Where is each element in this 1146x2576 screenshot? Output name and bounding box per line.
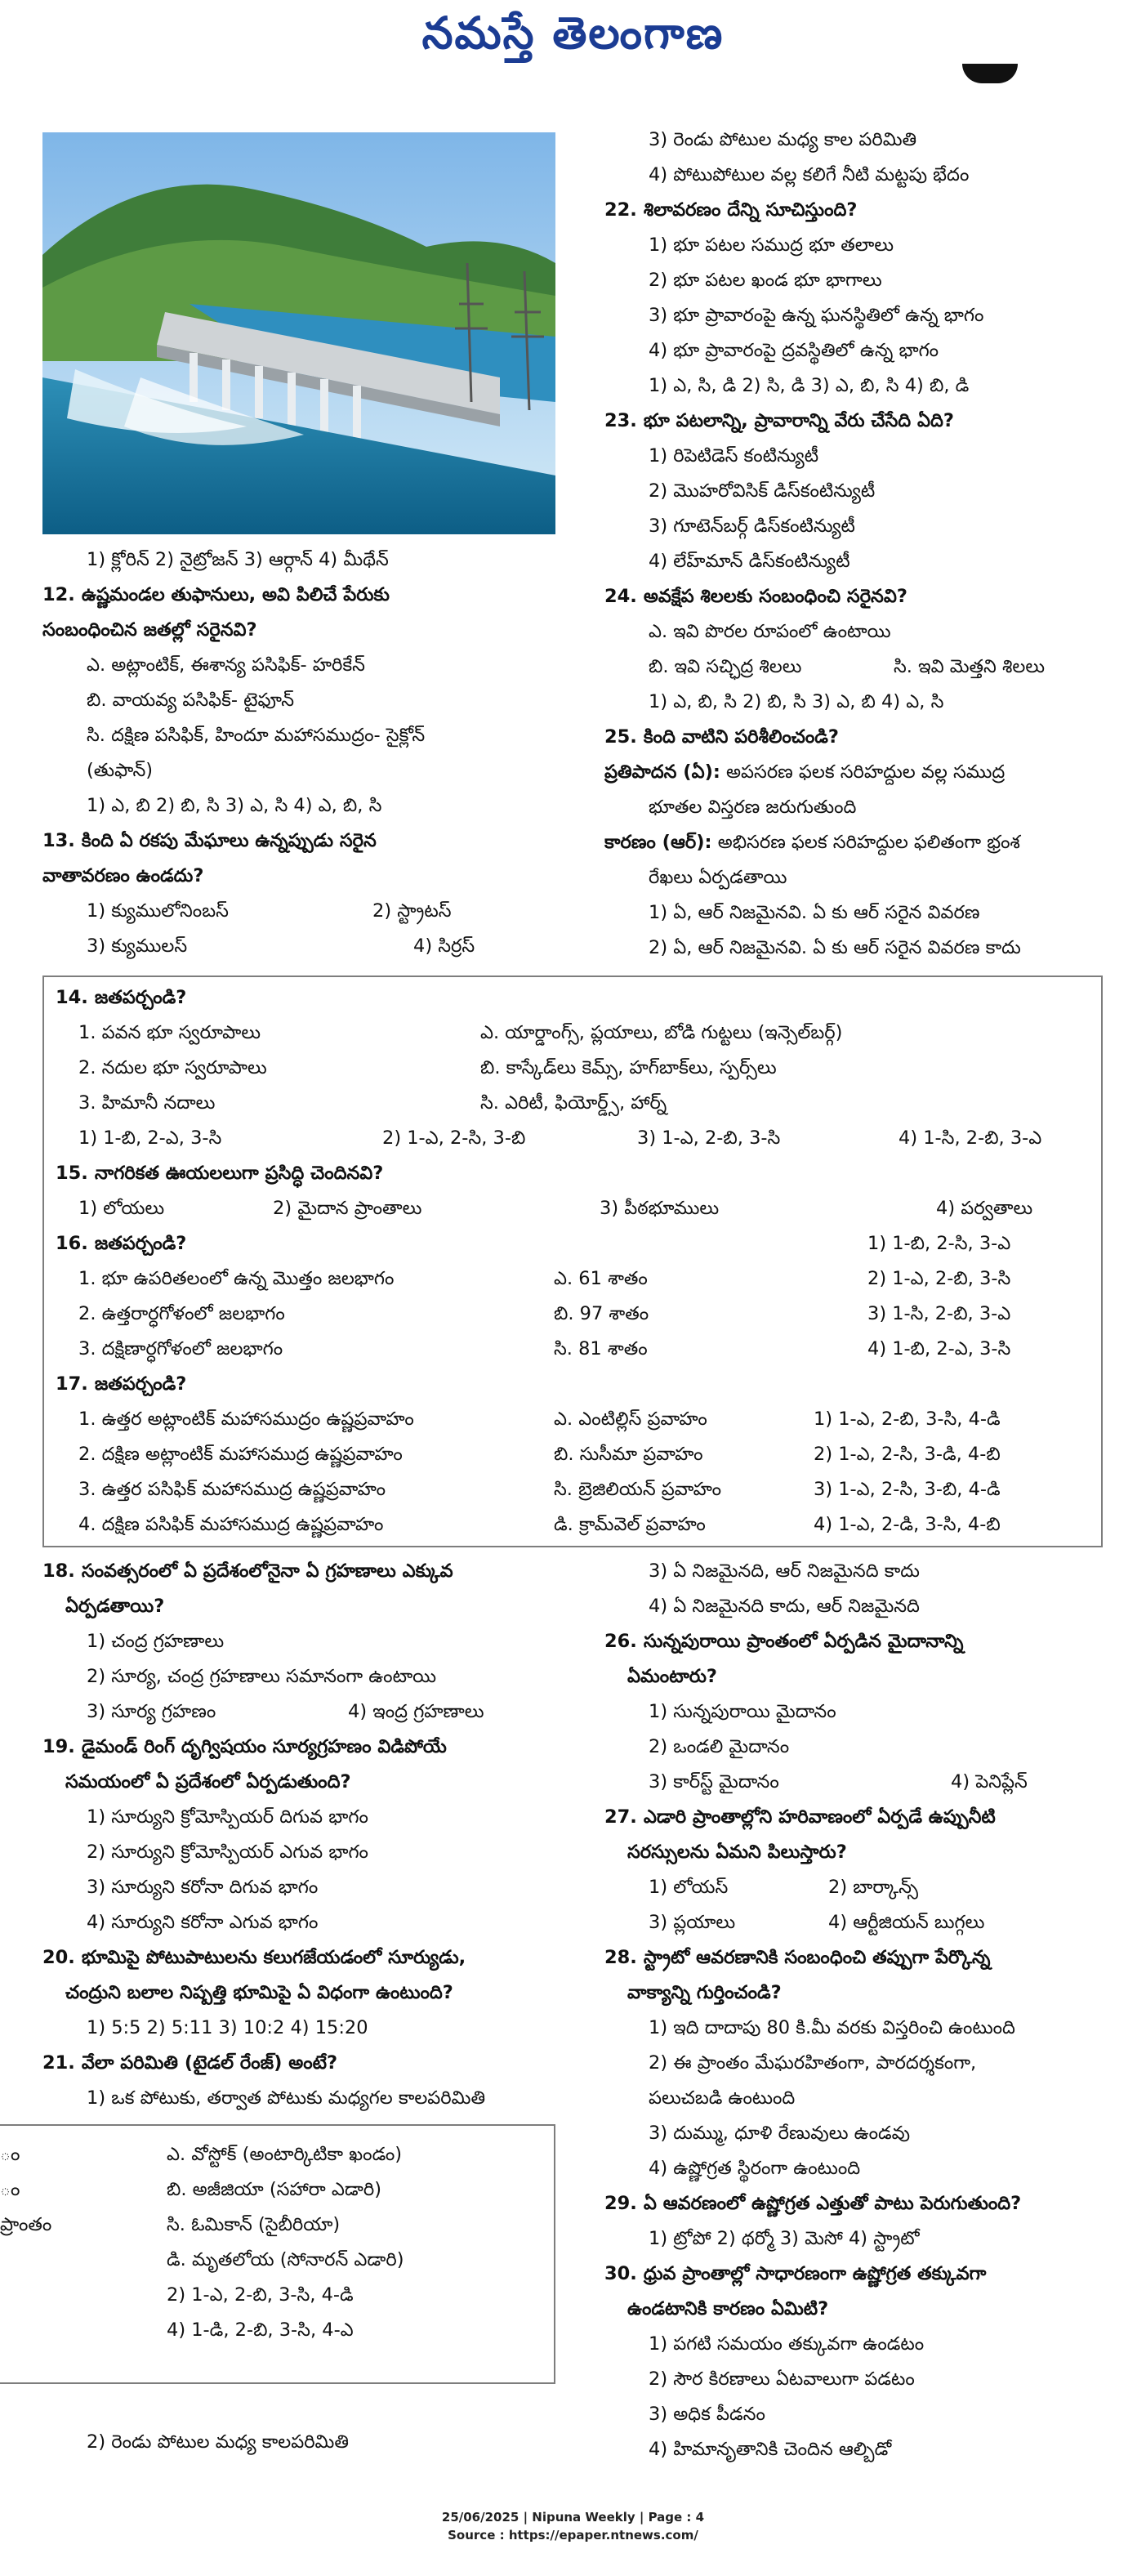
- q26-number: 26.: [604, 1631, 637, 1652]
- q30-text-2: ఉండటానికి కారణం ఏమిటి?: [627, 2298, 829, 2319]
- box2-option-4: 4) 1-డి, 2-బి, 3-సి, 4-ఎ: [167, 2319, 354, 2341]
- q28-option-2: 2) ఈ ప్రాంతం మేఘరహితంగా, పారదర్శకంగా,: [649, 2052, 977, 2074]
- q23-option-3: 3) గూటెన్‌బర్గ్ డిస్‌కంటిన్యుటీ: [649, 516, 855, 537]
- q16-left-2: 2. ఉత్తరార్ధగోళంలో జలభాగం: [78, 1303, 285, 1324]
- page-footer: [0, 2508, 1146, 2544]
- q13-option-4: 4) సిర్రస్: [413, 935, 475, 957]
- q12-text-1: ఉష్ణమండల తుఫానులు, అవి పిలిచే పేరుకు: [81, 584, 390, 605]
- q14-pair-1: [56, 1016, 1093, 1051]
- q25-question: [604, 720, 1111, 755]
- q27-options-row-2: [604, 1905, 1111, 1940]
- q14-option-4: 4) 1-సి, 2-బి, 3-ఎ: [899, 1127, 1042, 1149]
- q17-left-1: 1. ఉత్తర అట్లాంటిక్ మహాసముద్రం ఉష్ణప్రవాహం: [78, 1409, 414, 1430]
- right-column-top: [604, 123, 1111, 966]
- q16-question: [56, 1226, 867, 1261]
- q13-number: 13.: [42, 830, 75, 851]
- q16-mid-2: బి. 97 శాతం: [554, 1303, 649, 1324]
- q23-text: భూ పటలాన్ని, ప్రావారాన్ని వేరు చేసేది ఏది?: [643, 410, 954, 431]
- q30-option-3: 3) అధిక పీడనం: [649, 2404, 765, 2425]
- q24-items-bc: [604, 650, 1111, 685]
- q25-reason: [604, 825, 1111, 860]
- q28-text-2: వాక్యాన్ని గుర్తించండి?: [627, 1982, 782, 2003]
- q23-option-4: 4) లేహ్‌మాన్ డిస్‌కంటిన్యుటీ: [649, 551, 850, 572]
- q17-question: [56, 1367, 1093, 1402]
- box2-item-a: ఎ. వోస్టోక్ (అంటార్కిటికా ఖండం): [167, 2144, 403, 2165]
- q14-left-1: 1. పవన భూ స్వరూపాలు: [78, 1022, 261, 1043]
- q12-item-a: ఎ. అట్లాంటిక్, ఈశాన్య పసిఫిక్- హరికేన్: [87, 654, 365, 676]
- q16-row-2: [56, 1297, 1093, 1332]
- q29-options: 1) ట్రోపో 2) థర్మో 3) మెసో 4) స్ట్రాటో: [649, 2228, 920, 2249]
- q17-option-2: 2) 1-ఎ, 2-సి, 3-డి, 4-బి: [814, 1444, 1001, 1465]
- q18-question: [42, 1554, 598, 1589]
- q26-option-2: 2) ఒండలి మైదానం: [649, 1736, 790, 1757]
- q13-option-3: 3) క్యుములస్: [87, 935, 188, 957]
- q14-pair-2: [56, 1051, 1093, 1086]
- q18-option-4: 4) ఇంద్ర గ్రహణాలు: [348, 1701, 484, 1722]
- q14-pair-3: [56, 1086, 1093, 1121]
- q16-number: 16.: [56, 1233, 88, 1254]
- q14-left-2: 2. నదుల భూ స్వరూపాలు: [78, 1057, 267, 1078]
- q27-question: [604, 1800, 1111, 1835]
- q21-option-2: 2) రెండు పోటుల మధ్య కాలపరిమితి: [87, 2431, 349, 2453]
- q17-number: 17.: [56, 1373, 88, 1395]
- dam-photo: [42, 132, 555, 534]
- q21-option-1: 1) ఒక పోటుకు, తర్వాత పోటుకు మధ్యగల కాలపరిమితి: [87, 2087, 486, 2109]
- q16-row-3: [56, 1332, 1093, 1367]
- q19-option-1: 1) సూర్యుని క్రోమోస్పియర్ దిగువ భాగం: [87, 1806, 368, 1828]
- q15-text: నాగరికత ఊయలలుగా ప్రసిద్ధి చెందినవి?: [94, 1163, 384, 1184]
- q17-mid-1: ఎ. ఎంటిల్లిస్ ప్రవాహం: [554, 1409, 707, 1430]
- left-column-top: [42, 542, 598, 964]
- q25-reason-text-2: రేఖలు ఏర్పడతాయి: [649, 867, 787, 888]
- q22-item-3: 3) భూ ప్రావారంపై ఉన్న ఘనస్థితిలో ఉన్న భాగం: [649, 305, 984, 326]
- q26-text-1: సున్నపురాయి ప్రాంతంలో ఏర్పడిన మైదానాన్ని: [643, 1631, 964, 1652]
- q16-left-3: 3. దక్షిణార్ధగోళంలో జలభాగం: [78, 1338, 283, 1359]
- stub-3: ప్రాంతం: [0, 2214, 52, 2235]
- matching-box: [42, 975, 1103, 1547]
- q16-option-3: 3) 1-సి, 2-బి, 3-ఎ: [867, 1303, 1011, 1324]
- q25-number: 25.: [604, 726, 637, 748]
- q22-item-4: 4) భూ ప్రావారంపై ద్రవస్థితిలో ఉన్న భాగం: [649, 340, 939, 361]
- q16-option-2: 2) 1-ఎ, 2-బి, 3-సి: [867, 1268, 1011, 1289]
- q19-question: [42, 1730, 598, 1765]
- q16-mid-3: సి. 81 శాతం: [554, 1338, 648, 1359]
- q19-text-2: సమయంలో ఏ ప్రదేశంలో ఏర్పడుతుంది?: [65, 1771, 351, 1792]
- q14-right-3: సి. ఎరిటీ, ఫియోర్డ్స్, హార్న్: [480, 1092, 667, 1114]
- q15-question: [56, 1156, 1093, 1191]
- partial-box-left-stubs: [0, 2137, 51, 2243]
- q13-text-2: వాతావరణం ఉండదు?: [42, 865, 204, 886]
- q17-mid-3: సి. బ్రెజిలియన్ ప్రవాహం: [554, 1479, 722, 1500]
- partial-box-items: [167, 2137, 404, 2348]
- q15-options: [56, 1191, 1093, 1226]
- q14-options: [56, 1121, 1093, 1156]
- q30-option-1: 1) పగటి సమయం తక్కువగా ఉండటం: [649, 2333, 925, 2355]
- q14-left-3: 3. హిమానీ నదాలు: [78, 1092, 216, 1114]
- q15-option-3: 3) పీఠభూములు: [600, 1198, 720, 1219]
- q18-option-3: 3) సూర్య గ్రహణం: [87, 1701, 216, 1722]
- q16-left-1: 1. భూ ఉపరితలంలో ఉన్న మొత్తం జలభాగం: [78, 1268, 395, 1289]
- q18-option-2: 2) సూర్య, చంద్ర గ్రహణాలు సమానంగా ఉంటాయి: [87, 1666, 437, 1687]
- q23-number: 23.: [604, 410, 637, 431]
- q17-row-2: [56, 1437, 1093, 1472]
- q15-number: 15.: [56, 1163, 88, 1184]
- q13-options-row-1: [42, 894, 598, 929]
- q12-number: 12.: [42, 584, 75, 605]
- q14-question: [56, 980, 1093, 1016]
- q26-option-3: 3) కార్‌స్ట్ మైదానం: [649, 1771, 779, 1792]
- q19-option-4: 4) సూర్యుని కరోనా ఎగువ భాగం: [87, 1912, 319, 1933]
- q13-options-row-2: [42, 929, 598, 964]
- q18-text-2: ఏర్పడతాయి?: [65, 1596, 165, 1617]
- q26-question: [604, 1624, 1111, 1659]
- q14-option-3: 3) 1-ఎ, 2-బి, 3-సి: [637, 1127, 781, 1149]
- q18-text-1: సంవత్సరంలో ఏ ప్రదేశంలోనైనా ఏ గ్రహణాలు ఎక్కువ: [81, 1560, 453, 1582]
- q24-item-a: ఎ. ఇవి పొరల రూపంలో ఉంటాయి: [649, 621, 891, 642]
- q25-assertion-label: ప్రతిపాదన (ఏ):: [604, 761, 720, 783]
- q27-option-3: 3) ప్లయాలు: [649, 1912, 736, 1933]
- q25-text: కింది వాటిని పరిశీలించండి?: [643, 726, 839, 748]
- q20-question: [42, 1940, 598, 1976]
- q25-assertion-text-2: భూతల విస్తరణ జరుగుతుంది: [649, 797, 857, 818]
- q22-question: [604, 193, 1111, 228]
- q25-reason-text: అభిసరణ ఫలక సరిహద్దుల ఫలితంగా భ్రంశ: [717, 832, 1020, 853]
- q27-option-4: 4) ఆర్టీజియన్ బుగ్గలు: [828, 1912, 985, 1933]
- q14-right-2: బి. కాస్కేడ్‌లు కెమ్స్, హగ్‌బాక్‌లు, స్పర్స్‌లు: [480, 1057, 777, 1078]
- q21-option-3: 3) రెండు పోటుల మధ్య కాల పరిమితి: [649, 129, 917, 150]
- newspaper-title: నమస్తే తెలంగాణ: [421, 7, 725, 59]
- q23-option-1: 1) రిపెటిడెస్ కంటిన్యుటీ: [649, 445, 819, 467]
- q19-option-2: 2) సూర్యుని క్రోమోస్పియర్ ఎగువ భాగం: [87, 1842, 368, 1863]
- q14-option-2: 2) 1-ఎ, 2-సి, 3-బి: [382, 1127, 526, 1149]
- q27-number: 27.: [604, 1806, 637, 1828]
- q30-option-4: 4) హిమానృతానికి చెందిన ఆల్బిడో: [649, 2439, 892, 2460]
- q14-number: 14.: [56, 987, 88, 1008]
- q13-option-1: 1) క్యుములోనింబస్: [87, 900, 229, 922]
- box2-item-d: డి. మృతలోయ (సోనారన్ ఎడారి): [167, 2249, 404, 2270]
- q20-number: 20.: [42, 1947, 75, 1968]
- edge-mark: [962, 64, 1018, 83]
- q15-option-4: 4) పర్వతాలు: [936, 1198, 1033, 1219]
- q17-option-1: 1) 1-ఎ, 2-బి, 3-సి, 4-డి: [814, 1409, 1001, 1430]
- q27-options-row-1: [604, 1870, 1111, 1905]
- q29-question: [604, 2186, 1111, 2221]
- box2-item-b: బి. అజీజియా (సహారా ఎడారి): [167, 2179, 381, 2200]
- q17-row-4: [56, 1507, 1093, 1542]
- q16-option-4: 4) 1-బి, 2-ఎ, 3-సి: [867, 1338, 1011, 1359]
- q11-options: 1) క్లోరిన్ 2) నైట్రోజన్ 3) ఆర్గాన్ 4) మీథేన్: [87, 549, 389, 570]
- q16-header-row: [56, 1226, 1093, 1261]
- q29-number: 29.: [604, 2193, 637, 2214]
- q24-question: [604, 579, 1111, 614]
- q24-options: 1) ఎ, బి, సి 2) బి, సి 3) ఎ, బి 4) ఎ, సి: [649, 691, 944, 712]
- q28-number: 28.: [604, 1947, 637, 1968]
- q27-option-2: 2) బార్కాన్స్: [828, 1877, 918, 1898]
- q13-option-2: 2) స్ట్రాటస్: [372, 900, 452, 922]
- q26-text-2: ఏమంటారు?: [627, 1666, 717, 1687]
- q24-number: 24.: [604, 586, 637, 607]
- left-column-bottom: [42, 1554, 598, 2116]
- q17-mid-4: డి. క్రామ్‌వెల్ ప్రవాహం: [554, 1514, 706, 1535]
- q28-option-1: 1) ఇది దాదాపు 80 కి.మీ వరకు విస్తరించి ఉంటుంది: [649, 2017, 1015, 2038]
- q22-item-2: 2) భూ పటల ఖండ భూ భాగాలు: [649, 270, 882, 291]
- q30-option-2: 2) సౌర కిరణాలు ఏటవాలుగా పడటం: [649, 2368, 915, 2390]
- q28-option-3: 3) దుమ్ము, ధూళి రేణువులు ఉండవు: [649, 2123, 911, 2144]
- q15-option-1: 1) లోయలు: [78, 1198, 165, 1219]
- masthead: [0, 0, 1146, 65]
- q18-option-1: 1) చంద్ర గ్రహణాలు: [87, 1631, 225, 1652]
- right-column-bottom: [604, 1554, 1111, 2467]
- partial-matching-box: [0, 2124, 555, 2384]
- q22-text: శిలావరణం దేన్ని సూచిస్తుంది?: [643, 199, 858, 221]
- q25-option-4: 4) ఏ నిజమైనది కాదు, ఆర్ నిజమైనది: [649, 1596, 920, 1617]
- q14-option-1: 1) 1-బి, 2-ఎ, 3-సి: [78, 1127, 222, 1149]
- q12-options: 1) ఎ, బి 2) బి, సి 3) ఎ, సి 4) ఎ, బి, సి: [87, 795, 382, 816]
- q17-option-3: 3) 1-ఎ, 2-సి, 3-బి, 4-డి: [814, 1479, 1001, 1500]
- matching-box-content: [56, 980, 1093, 1542]
- q20-options: 1) 5:5 2) 5:11 3) 10:2 4) 15:20: [87, 2017, 368, 2038]
- box2-item-c: సి. ఓమికాన్ (సైబీరియా): [167, 2214, 341, 2235]
- q16-option-1: 1) 1-బి, 2-సి, 3-ఎ: [867, 1233, 1011, 1254]
- q22-options: 1) ఎ, సి, డి 2) సి, డి 3) ఎ, బి, సి 4) బి, డి: [649, 375, 970, 396]
- q14-text: జతపర్చండి?: [94, 987, 187, 1008]
- q28-text-1: స్ట్రాటో ఆవరణానికి సంబంధించి తప్పుగా పేర్కొన్న: [643, 1947, 991, 1968]
- q21-option-4: 4) పోటుపోటుల వల్ల కలిగే నీటి మట్టపు భేదం: [649, 164, 970, 185]
- q19-option-3: 3) సూర్యుని కరోనా దిగువ భాగం: [87, 1877, 319, 1898]
- q23-option-2: 2) మొహరోవిసిక్ డిస్‌కంటిన్యుటీ: [649, 480, 876, 502]
- q25-option-1: 1) ఏ, ఆర్ నిజమైనవి. ఏ కు ఆర్ సరైన వివరణ: [649, 902, 980, 923]
- q17-mid-2: బి. సుసీమా ప్రవాహం: [554, 1444, 703, 1465]
- q22-number: 22.: [604, 199, 637, 221]
- q27-option-1: 1) లోయస్: [649, 1877, 729, 1898]
- q22-item-1: 1) భూ పటల సముద్ర భూ తలాలు: [649, 234, 894, 256]
- q16-mid-1: ఎ. 61 శాతం: [554, 1268, 648, 1289]
- q12-item-b: బి. వాయవ్య పసిఫిక్- టైఫూన్: [87, 690, 294, 711]
- q13-text-1: కింది ఏ రకపు మేఘాలు ఉన్నప్పుడు సరైన: [81, 830, 377, 851]
- q29-text: ఏ ఆవరణంలో ఉష్ణోగ్రత ఎత్తుతో పాటు పెరుగుతుంది?: [643, 2193, 1022, 2214]
- q25-option-2: 2) ఏ, ఆర్ నిజమైనవి. ఏ కు ఆర్ సరైన వివరణ కాదు: [649, 937, 1021, 958]
- footer-date-line: 25/06/2025 | Nipuna Weekly | Page : 4: [441, 2510, 705, 2525]
- q12-item-c: సి. దక్షిణ పసిఫిక్, హిందూ మహాసముద్రం- సైక్లోన్: [87, 725, 426, 746]
- q17-row-1: [56, 1402, 1093, 1437]
- q21-text: వేలా పరిమితి (టైడల్ రేంజ్) అంటే?: [81, 2052, 338, 2074]
- q26-option-4: 4) పెనిప్లేన్: [951, 1771, 1028, 1792]
- stub-2: ం: [0, 2179, 20, 2200]
- stub-1: ం: [0, 2144, 20, 2165]
- q19-text-1: డైమండ్ రింగ్ దృగ్విషయం సూర్యగ్రహణం విడిపోయే: [81, 1736, 447, 1757]
- q30-number: 30.: [604, 2263, 637, 2284]
- q20-text-1: భూమిపై పోటుపాటులను కలుగజేయడంలో సూర్యుడు,: [81, 1947, 466, 1968]
- q24-item-b: బి. ఇవి సచ్ఛిద్ర శిలలు: [649, 656, 802, 677]
- q20-text-2: చంద్రుని బలాల నిష్పత్తి భూమిపై ఏ విధంగా ఉంటుంది?: [65, 1982, 453, 2003]
- q19-number: 19.: [42, 1736, 75, 1757]
- q28-question: [604, 1940, 1111, 1976]
- q17-row-3: [56, 1472, 1093, 1507]
- q12-text-2: సంబంధించిన జతల్లో సరైనవి?: [42, 619, 257, 641]
- box2-option-2: 2) 1-ఎ, 2-బి, 3-సి, 4-డి: [167, 2284, 354, 2306]
- q24-text: అవక్షేప శిలలకు సంబంధించి సరైనవి?: [643, 586, 907, 607]
- q25-option-3: 3) ఏ నిజమైనది, ఆర్ నిజమైనది కాదు: [649, 1560, 920, 1582]
- q26-options-row: [604, 1765, 1111, 1800]
- q18-options-row: [42, 1694, 598, 1730]
- q17-left-3: 3. ఉత్తర పసిఫిక్ మహాసముద్ర ఉష్ణప్రవాహం: [78, 1479, 386, 1500]
- q25-assertion: [604, 755, 1111, 790]
- q30-question: [604, 2257, 1111, 2292]
- q24-item-c: సి. ఇవి మెత్తని శిలలు: [894, 656, 1046, 677]
- q18-number: 18.: [42, 1560, 75, 1582]
- q12-item-c-cont: (తుఫాన్): [87, 760, 154, 781]
- q30-text-1: ధ్రువ ప్రాంతాల్లో సాధారణంగా ఉష్ణోగ్రత తక్కువగా: [643, 2263, 987, 2284]
- q17-option-4: 4) 1-ఎ, 2-డి, 3-సి, 4-బి: [814, 1514, 1001, 1535]
- q28-option-4: 4) ఉష్ణోగ్రత స్థిరంగా ఉంటుంది: [649, 2158, 861, 2179]
- q12-question: [42, 578, 598, 613]
- footer-source-line: Source : https://epaper.ntnews.com/: [448, 2528, 698, 2543]
- q17-left-4: 4. దక్షిణ పసిఫిక్ మహాసముద్ర ఉష్ణప్రవాహం: [78, 1514, 384, 1535]
- q16-text: జతపర్చండి?: [94, 1233, 187, 1254]
- q23-question: [604, 404, 1111, 439]
- q15-option-2: 2) మైదాన ప్రాంతాలు: [273, 1198, 422, 1219]
- q28-option-2-cont: పలుచబడి ఉంటుంది: [649, 2087, 796, 2109]
- q25-reason-label: కారణం (ఆర్):: [604, 832, 712, 853]
- q17-text: జతపర్చండి?: [94, 1373, 187, 1395]
- q21-number: 21.: [42, 2052, 75, 2074]
- q25-assertion-text: అపసరణ ఫలక సరిహద్దుల వల్ల సముద్ర: [726, 761, 1006, 783]
- q27-text-1: ఎడారి ప్రాంతాల్లోని హరివాణంలో ఏర్పడే ఉప్పునీటి: [643, 1806, 996, 1828]
- q26-option-1: 1) సున్నపురాయి మైదానం: [649, 1701, 836, 1722]
- q16-row-1: [56, 1261, 1093, 1297]
- q13-question: [42, 824, 598, 859]
- q27-text-2: సరస్సులను ఏమని పిలుస్తారు?: [627, 1842, 847, 1863]
- q21-question: [42, 2046, 598, 2081]
- q17-left-2: 2. దక్షిణ అట్లాంటిక్ మహాసముద్ర ఉష్ణప్రవాహం: [78, 1444, 403, 1465]
- q14-right-1: ఎ. యార్డాంగ్స్, ప్లయాలు, బోడి గుట్టలు (ఇన్సెల్‌బర్గ్): [480, 1022, 843, 1043]
